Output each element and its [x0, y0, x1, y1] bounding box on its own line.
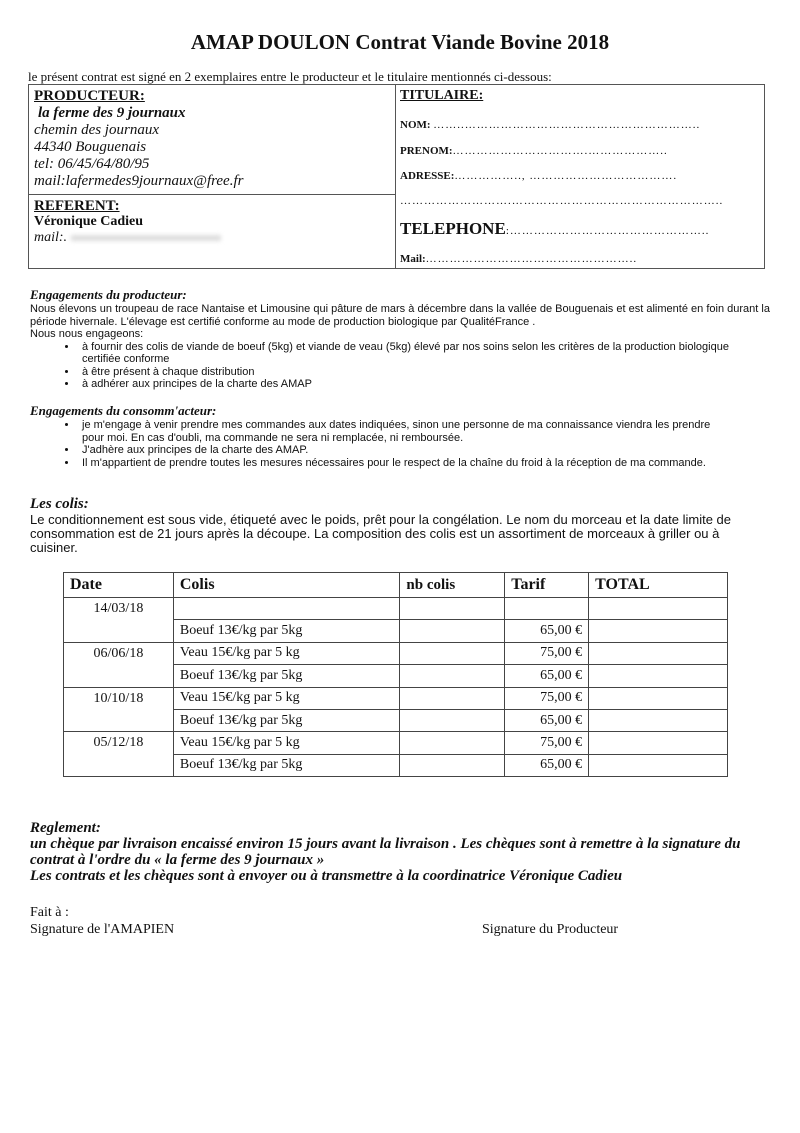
total-input[interactable]	[589, 754, 728, 776]
producteur-name: la ferme des 9 journaux	[38, 105, 186, 121]
frame-divider	[28, 194, 396, 195]
date-cell: 06/06/18	[64, 642, 174, 687]
field-adresse-label: ADRESSE:	[400, 170, 455, 182]
producteur-tel: tel: 06/45/64/80/95	[34, 156, 150, 172]
list-item: • Il m'appartient de prendre toutes les mesures nécessaires pour le respect de la chaîne du froid à la réception de ma commande.	[78, 457, 720, 470]
table-row	[64, 732, 728, 754]
colis-heading: Les colis:	[30, 496, 89, 512]
total-input[interactable]	[589, 665, 728, 687]
engagements-producteur	[30, 287, 770, 391]
eng-cons-list	[30, 419, 720, 469]
total-input[interactable]	[589, 598, 728, 620]
nb-colis-input[interactable]	[400, 709, 505, 731]
eng-prod-text: Nous élevons un troupeau de race Nantaise et Limousine qui pâture de mars à décembre dans la vallée de Bouguenais et est alimenté en foin durant la période hivernale. L'élevage est certifié conforme au mode de production biologique par QualitéFrance .	[30, 303, 770, 328]
reglement-heading: Reglement:	[30, 820, 101, 836]
eng-prod-intro: Nous nous engageons:	[30, 328, 144, 340]
tarif-cell: 65,00 €	[505, 754, 589, 776]
col-header-date: Date	[64, 573, 174, 598]
total-input[interactable]	[589, 732, 728, 754]
colis-cell	[173, 598, 400, 620]
field-prenom[interactable]	[400, 145, 668, 157]
colis-cell: Veau 15€/kg par 5 kg	[173, 642, 400, 664]
tarif-cell: 75,00 €	[505, 732, 589, 754]
table-row	[64, 642, 728, 664]
nb-colis-input[interactable]	[400, 687, 505, 709]
date-cell: 14/03/18	[64, 598, 174, 643]
dotted-line: ……………………….……………………………………………..	[400, 195, 724, 207]
engagements-consommacteur	[30, 403, 720, 469]
referent-block	[34, 198, 221, 246]
intro-text: le présent contrat est signé en 2 exemplaires entre le producteur et le titulaire mentionnés ci-dessous:	[28, 69, 552, 84]
colis-cell: Boeuf 13€/kg par 5kg	[173, 620, 400, 642]
reglement-line-1: un chèque par livraison encaissé environ 15 jours avant la livraison . Les chèques sont à remettre à la signature du contrat à l'ordre du « la ferme des 9 journaux »	[30, 836, 741, 868]
list-item: • J'adhère aux principes de la charte des AMAP.	[78, 444, 720, 457]
tarif-cell: 65,00 €	[505, 665, 589, 687]
total-input[interactable]	[589, 642, 728, 664]
field-prenom-label: PRENOM:	[400, 145, 453, 157]
list-item: • à être présent à chaque distribution	[78, 366, 770, 379]
order-table	[63, 572, 728, 777]
nb-colis-input[interactable]	[400, 642, 505, 664]
nb-colis-input[interactable]	[400, 620, 505, 642]
table-header-row	[64, 573, 728, 598]
tarif-cell: 65,00 €	[505, 620, 589, 642]
reglement-line-2: Les contrats et les chèques sont à envoyer ou à transmettre à la coordinatrice Véronique Cadieu	[30, 868, 623, 884]
referent-heading: REFERENT:	[34, 198, 120, 214]
nb-colis-input[interactable]	[400, 598, 505, 620]
referent-name: Véronique Cadieu	[34, 214, 144, 229]
fait-a-label: Fait à :	[30, 905, 69, 920]
field-telephone-label: TELEPHONE	[400, 219, 506, 238]
dotted-line: ……..…………………………………………………..	[433, 119, 701, 131]
field-adresse-2[interactable]	[400, 195, 723, 207]
list-item: • à adhérer aux principes de la charte des AMAP	[78, 378, 770, 391]
colis-text: Le conditionnement est sous vide, étiqueté avec le poids, prêt pour la congélation. Le nom du morceau et la date limite de consommation est de 21 jours après la découpe. La composition des colis est un assortiment de morceaux à griller ou à cuisiner.	[30, 512, 731, 555]
field-adresse[interactable]	[400, 170, 677, 182]
signature-amapien-label: Signature de l'AMAPIEN	[30, 922, 175, 937]
eng-prod-list	[30, 341, 770, 391]
dotted-line: …………….., ……………………………….	[454, 170, 678, 182]
col-header-total: TOTAL	[589, 573, 728, 598]
list-item: • à fournir des colis de viande de boeuf (5kg) et viande de veau (5kg) élevé par nos soins selon les critères de la production biologique certifiée conforme	[78, 341, 770, 366]
eng-cons-heading: Engagements du consomm'acteur:	[30, 403, 217, 418]
producteur-heading: PRODUCTEUR:	[34, 88, 145, 104]
nb-colis-input[interactable]	[400, 665, 505, 687]
tarif-cell	[505, 598, 589, 620]
eng-prod-heading: Engagements du producteur:	[30, 287, 187, 302]
producteur-block	[34, 88, 243, 190]
colis-cell: Boeuf 13€/kg par 5kg	[173, 665, 400, 687]
tarif-cell: 75,00 €	[505, 642, 589, 664]
signature-producteur-label: Signature du Producteur	[482, 922, 619, 937]
field-telephone[interactable]	[400, 219, 709, 239]
field-nom-label: NOM:	[400, 119, 434, 131]
dotted-line: …………………………….………………..	[452, 145, 668, 157]
nb-colis-input[interactable]	[400, 754, 505, 776]
table-row	[64, 687, 728, 709]
frame-divider	[395, 84, 396, 269]
colis-cell: Veau 15€/kg par 5 kg	[173, 732, 400, 754]
field-mail[interactable]	[400, 253, 637, 265]
table-row	[64, 598, 728, 620]
list-item: • je m'engage à venir prendre mes commandes aux dates indiquées, sinon une personne de ma connaissance viendra les prendre pour moi. En cas d'oubli, ma commande ne sera ni remplacée, ni remboursée.	[78, 419, 720, 444]
date-cell: 05/12/18	[64, 732, 174, 777]
titulaire-heading: TITULAIRE:	[400, 88, 484, 103]
field-mail-label: Mail:	[400, 253, 426, 265]
total-input[interactable]	[589, 620, 728, 642]
tarif-cell: 65,00 €	[505, 709, 589, 731]
field-nom[interactable]	[400, 119, 700, 131]
tarif-cell: 75,00 €	[505, 687, 589, 709]
total-input[interactable]	[589, 687, 728, 709]
page-title: AMAP DOULON Contrat Viande Bovine 2018	[190, 30, 610, 54]
colis-cell: Boeuf 13€/kg par 5kg	[173, 709, 400, 731]
dotted-line: :…………………………………………..	[505, 225, 710, 237]
nb-colis-input[interactable]	[400, 732, 505, 754]
dotted-line: ……………………………………………..	[425, 253, 638, 265]
col-header-nb: nb colis	[400, 573, 505, 598]
colis-cell: Boeuf 13€/kg par 5kg	[173, 754, 400, 776]
reglement-section	[30, 820, 770, 884]
producteur-city: 44340 Bouguenais	[34, 139, 147, 155]
total-input[interactable]	[589, 709, 728, 731]
col-header-colis: Colis	[173, 573, 400, 598]
colis-cell: Veau 15€/kg par 5 kg	[173, 687, 400, 709]
colis-section	[30, 496, 765, 555]
col-header-tarif: Tarif	[505, 573, 589, 598]
date-cell: 10/10/18	[64, 687, 174, 732]
referent-mail-label: mail:.	[34, 230, 68, 245]
producteur-street: chemin des journaux	[34, 122, 159, 138]
redacted-mail	[71, 235, 221, 241]
producteur-mail: mail:lafermedes9journaux@free.fr	[34, 173, 244, 189]
